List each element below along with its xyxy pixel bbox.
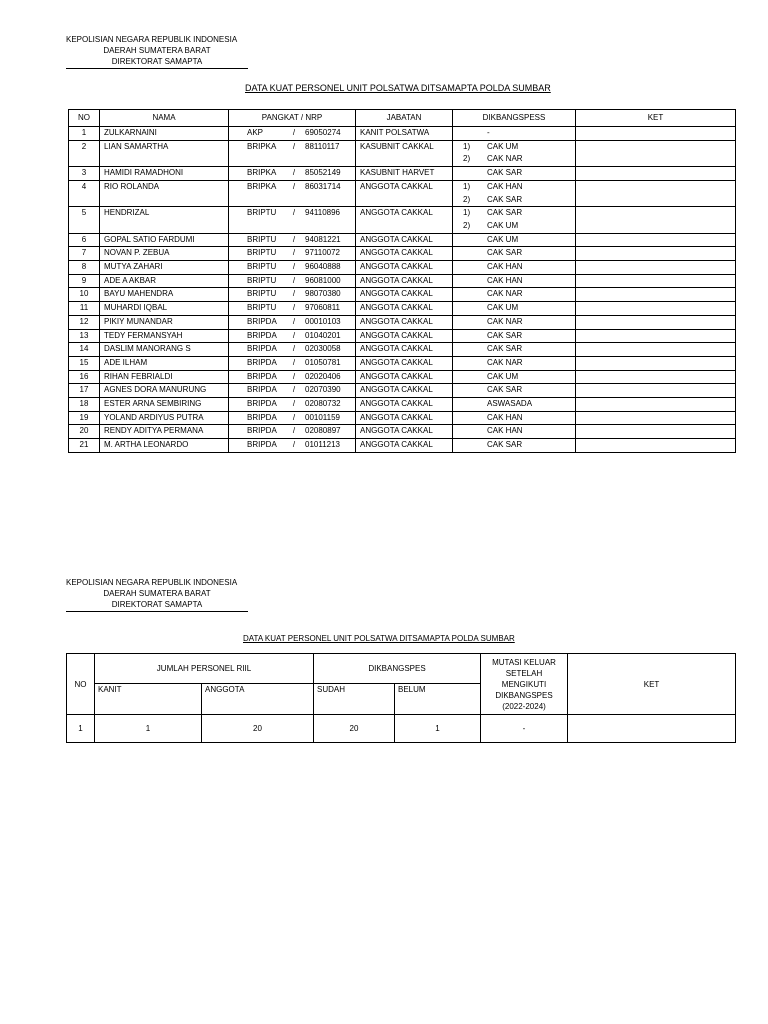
col-belum: BELUM — [395, 684, 481, 715]
col-dikbang: DIKBANGSPESS — [453, 110, 576, 127]
cell-pangkat — [229, 288, 356, 302]
cell-jabatan: ANGGOTA CAKKAL — [356, 356, 453, 370]
item-number — [463, 288, 487, 301]
item-value: CAK SAR — [487, 194, 523, 204]
cell-nama: ADE A AKBAR — [100, 274, 229, 288]
nrp: 94110896 — [305, 208, 340, 218]
cell-kanit: 1 — [95, 715, 202, 743]
rank: BRIPDA — [247, 344, 277, 354]
rank: BRIPTU — [247, 303, 277, 313]
cell-pangkat — [229, 315, 356, 329]
cell-dikbang — [453, 302, 576, 316]
nrp: 02020406 — [305, 371, 341, 381]
slash: / — [292, 412, 296, 422]
item-value: CAK UM — [487, 234, 519, 244]
cell-nama: PIKIY MUNANDAR — [100, 315, 229, 329]
item-number — [463, 439, 487, 452]
cell-nama: DASLIM MANORANG S — [100, 343, 229, 357]
cell-pangkat — [229, 425, 356, 439]
cell-no: 14 — [69, 343, 100, 357]
item-number — [463, 371, 487, 384]
cell-sudah: 20 — [314, 715, 395, 743]
cell-dikbang — [453, 425, 576, 439]
cell-ket — [576, 233, 736, 247]
nrp: 96040888 — [305, 262, 341, 272]
region-name: DAERAH SUMATERA BARAT — [103, 46, 211, 55]
item-number — [463, 343, 487, 356]
region-name: DAERAH SUMATERA BARAT — [103, 589, 211, 598]
cell-ket — [576, 288, 736, 302]
letterhead-2 — [66, 577, 248, 612]
cell-dikbang — [453, 329, 576, 343]
cell-dikbang — [453, 207, 576, 233]
item-number — [463, 412, 487, 425]
cell-ket — [576, 302, 736, 316]
item-number — [463, 275, 487, 288]
rank: BRIPKA — [247, 181, 277, 191]
summary-table — [66, 653, 736, 743]
item-value: ASWASADA — [487, 399, 533, 409]
slash: / — [292, 426, 296, 436]
cell-ket — [576, 329, 736, 343]
nrp: 86031714 — [305, 181, 341, 191]
slash: / — [292, 357, 296, 367]
cell-pangkat — [229, 261, 356, 275]
cell-ket — [576, 247, 736, 261]
cell-jabatan: ANGGOTA CAKKAL — [356, 180, 453, 206]
item-value: CAK SAR — [487, 208, 523, 218]
cell-no: 7 — [69, 247, 100, 261]
personnel-table — [68, 109, 736, 453]
cell-ket — [576, 356, 736, 370]
table-row — [69, 233, 736, 247]
slash: / — [292, 275, 296, 285]
item-value: CAK HAN — [487, 275, 523, 285]
nrp: 01011213 — [305, 440, 340, 450]
slash: / — [292, 208, 296, 218]
cell-ket — [576, 370, 736, 384]
item-number — [463, 234, 487, 247]
nrp: 01040201 — [305, 330, 341, 340]
cell-nama: TEDY FERMANSYAH — [100, 329, 229, 343]
cell-no: 5 — [69, 207, 100, 233]
slash: / — [292, 371, 296, 381]
rank: BRIPTU — [247, 248, 277, 258]
rank: BRIPKA — [247, 141, 277, 151]
rank: BRIPKA — [247, 168, 277, 178]
cell-dikbang — [453, 180, 576, 206]
cell-pangkat — [229, 180, 356, 206]
cell-ket — [576, 274, 736, 288]
col-no: NO — [67, 654, 95, 715]
cell-pangkat — [229, 274, 356, 288]
col-ket: KET — [576, 110, 736, 127]
cell-ket — [576, 207, 736, 233]
slash: / — [292, 330, 296, 340]
cell-anggota: 20 — [202, 715, 314, 743]
item-value: CAK NAR — [487, 316, 523, 326]
cell-dikbang — [453, 247, 576, 261]
cell-no: 3 — [69, 167, 100, 181]
cell-dikbang — [453, 127, 576, 141]
cell-nama: ADE ILHAM — [100, 356, 229, 370]
rank: BRIPTU — [247, 289, 277, 299]
table-row — [69, 288, 736, 302]
rank: BRIPDA — [247, 385, 277, 395]
cell-dikbang — [453, 439, 576, 453]
cell-jabatan: ANGGOTA CAKKAL — [356, 315, 453, 329]
letterhead-rule — [66, 610, 248, 612]
cell-jabatan: ANGGOTA CAKKAL — [356, 384, 453, 398]
slash: / — [292, 168, 296, 178]
item-value: CAK HAN — [487, 181, 523, 191]
nrp: 02080897 — [305, 426, 341, 436]
cell-nama: LIAN SAMARTHA — [100, 140, 229, 166]
cell-nama: MUHARDI IQBAL — [100, 302, 229, 316]
cell-pangkat — [229, 398, 356, 412]
cell-dikbang — [453, 356, 576, 370]
table-row — [69, 140, 736, 166]
cell-ket — [576, 180, 736, 206]
cell-no: 8 — [69, 261, 100, 275]
summary-data-row — [67, 715, 736, 743]
nrp: 94081221 — [305, 234, 341, 244]
cell-belum: 1 — [395, 715, 481, 743]
item-number — [463, 398, 487, 411]
cell-nama: HAMIDI RAMADHONI — [100, 167, 229, 181]
rank: BRIPDA — [247, 330, 277, 340]
col-sudah: SUDAH — [314, 684, 395, 715]
cell-no: 9 — [69, 274, 100, 288]
cell-dikbang — [453, 384, 576, 398]
cell-jabatan: ANGGOTA CAKKAL — [356, 288, 453, 302]
cell-no: 2 — [69, 140, 100, 166]
nrp: 02080732 — [305, 399, 341, 409]
item-number — [463, 127, 487, 140]
cell-jabatan: ANGGOTA CAKKAL — [356, 302, 453, 316]
rank: BRIPDA — [247, 316, 277, 326]
cell-pangkat — [229, 384, 356, 398]
cell-jabatan: ANGGOTA CAKKAL — [356, 439, 453, 453]
letterhead-1 — [66, 34, 248, 69]
table-row — [69, 329, 736, 343]
rank: BRIPTU — [247, 234, 277, 244]
cell-nama: GOPAL SATIO FARDUMI — [100, 233, 229, 247]
cell-no: 6 — [69, 233, 100, 247]
cell-dikbang — [453, 343, 576, 357]
slash: / — [292, 234, 296, 244]
nrp: 01050781 — [305, 357, 341, 367]
cell-ket — [576, 398, 736, 412]
cell-jabatan: ANGGOTA CAKKAL — [356, 207, 453, 233]
slash: / — [292, 316, 296, 326]
item-number — [463, 261, 487, 274]
item-value: CAK HAN — [487, 412, 523, 422]
rank: AKP — [247, 128, 264, 137]
table-row — [69, 398, 736, 412]
item-number: 1) — [463, 181, 471, 191]
cell-no: 18 — [69, 398, 100, 412]
cell-nama: M. ARTHA LEONARDO — [100, 439, 229, 453]
letterhead-rule — [66, 67, 248, 69]
rank: BRIPDA — [247, 440, 277, 450]
item-number — [463, 330, 487, 343]
item-number — [463, 384, 487, 397]
nrp: 88110117 — [305, 141, 340, 151]
item-value: CAK HAN — [487, 426, 523, 436]
nrp: 85052149 — [305, 168, 341, 178]
col-mutasi: MUTASI KELUAR SETELAH MENGIKUTI DIKBANGSPES (2022-2024) — [481, 654, 568, 715]
table-row — [69, 384, 736, 398]
item-value: CAK SAR — [487, 248, 523, 258]
item-value: CAK UM — [487, 141, 519, 151]
cell-pangkat — [229, 247, 356, 261]
item-value: CAK UM — [487, 220, 519, 230]
nrp: 02070390 — [305, 385, 341, 395]
cell-dikbang — [453, 167, 576, 181]
item-number: 2) — [463, 194, 471, 204]
item-value: CAK SAR — [487, 168, 523, 178]
cell-ket — [576, 127, 736, 141]
item-number: 1) — [463, 141, 471, 151]
cell-dikbang — [453, 398, 576, 412]
table-row — [69, 180, 736, 206]
col-dikbang: DIKBANGSPES — [314, 654, 481, 684]
cell-no: 16 — [69, 370, 100, 384]
cell-no: 11 — [69, 302, 100, 316]
cell-pangkat — [229, 329, 356, 343]
nrp: 97060811 — [305, 303, 340, 313]
item-value: CAK NAR — [487, 289, 523, 299]
cell-nama: ZULKARNAINI — [100, 127, 229, 141]
cell-nama: ESTER ARNA SEMBIRING — [100, 398, 229, 412]
cell-jabatan: ANGGOTA CAKKAL — [356, 274, 453, 288]
cell-pangkat — [229, 140, 356, 166]
cell-ket — [576, 384, 736, 398]
cell-no: 15 — [69, 356, 100, 370]
cell-dikbang — [453, 261, 576, 275]
cell-jabatan: ANGGOTA CAKKAL — [356, 343, 453, 357]
cell-nama: YOLAND ARDIYUS PUTRA — [100, 411, 229, 425]
cell-dikbang — [453, 288, 576, 302]
cell-pangkat — [229, 167, 356, 181]
cell-nama: HENDRIZAL — [100, 207, 229, 233]
nrp: 00010103 — [305, 316, 341, 326]
cell-ket — [576, 315, 736, 329]
cell-pangkat — [229, 207, 356, 233]
rank: BRIPDA — [247, 357, 277, 367]
cell-nama: AGNES DORA MANURUNG — [100, 384, 229, 398]
col-anggota: ANGGOTA — [202, 684, 314, 715]
cell-pangkat — [229, 370, 356, 384]
summary-header-row — [67, 654, 736, 684]
cell-no: 19 — [69, 411, 100, 425]
item-value: CAK NAR — [487, 154, 523, 164]
doc-title-2: DATA KUAT PERSONEL UNIT POLSATWA DITSAMAPTA POLDA SUMBAR — [243, 634, 515, 643]
slash: / — [292, 440, 296, 450]
rank: BRIPDA — [247, 371, 277, 381]
org-name: KEPOLISIAN NEGARA REPUBLIK INDONESIA — [66, 35, 238, 44]
cell-ket — [568, 715, 736, 743]
table-row — [69, 207, 736, 233]
item-value: CAK HAN — [487, 262, 523, 272]
item-value: CAK UM — [487, 303, 519, 313]
item-value: - — [487, 128, 490, 137]
cell-dikbang — [453, 370, 576, 384]
table-row — [69, 425, 736, 439]
cell-pangkat — [229, 127, 356, 141]
slash: / — [292, 248, 296, 258]
cell-dikbang — [453, 411, 576, 425]
cell-nama: NOVAN P. ZEBUA — [100, 247, 229, 261]
directorate-name: DIREKTORAT SAMAPTA — [111, 600, 203, 609]
item-value: CAK SAR — [487, 440, 523, 450]
org-name: KEPOLISIAN NEGARA REPUBLIK INDONESIA — [66, 578, 238, 587]
cell-jabatan: ANGGOTA CAKKAL — [356, 233, 453, 247]
cell-ket — [576, 411, 736, 425]
cell-no: 12 — [69, 315, 100, 329]
cell-dikbang — [453, 140, 576, 166]
table-row — [69, 343, 736, 357]
cell-mutasi: - — [481, 715, 568, 743]
slash: / — [292, 128, 296, 137]
table-row — [69, 127, 736, 141]
cell-no: 4 — [69, 180, 100, 206]
item-number — [463, 302, 487, 315]
cell-pangkat — [229, 411, 356, 425]
cell-nama: MUTYA ZAHARI — [100, 261, 229, 275]
table-row — [69, 315, 736, 329]
slash: / — [292, 141, 296, 151]
item-number — [463, 247, 487, 260]
cell-dikbang — [453, 315, 576, 329]
cell-jabatan: ANGGOTA CAKKAL — [356, 398, 453, 412]
item-number: 2) — [463, 154, 471, 164]
table-row — [69, 411, 736, 425]
nrp: 98070380 — [305, 289, 341, 299]
item-number — [463, 167, 487, 180]
cell-ket — [576, 439, 736, 453]
rank: BRIPTU — [247, 275, 277, 285]
col-jabatan: JABATAN — [356, 110, 453, 127]
rank: BRIPDA — [247, 412, 277, 422]
cell-no: 10 — [69, 288, 100, 302]
cell-ket — [576, 343, 736, 357]
table-row — [69, 356, 736, 370]
nrp: 96081000 — [305, 275, 341, 285]
cell-ket — [576, 425, 736, 439]
rank: BRIPTU — [247, 208, 277, 218]
cell-pangkat — [229, 439, 356, 453]
nrp: 97110072 — [305, 248, 340, 258]
cell-dikbang — [453, 233, 576, 247]
cell-dikbang — [453, 274, 576, 288]
slash: / — [292, 344, 296, 354]
cell-pangkat — [229, 302, 356, 316]
col-ket: KET — [568, 654, 736, 715]
table-row — [69, 274, 736, 288]
table-row — [69, 167, 736, 181]
col-pangkat: PANGKAT / NRP — [229, 110, 356, 127]
item-number: 2) — [463, 220, 471, 230]
doc-title-1: DATA KUAT PERSONEL UNIT POLSATWA DITSAMAPTA POLDA SUMBAR — [245, 83, 551, 93]
col-jumlah: JUMLAH PERSONEL RIIL — [95, 654, 314, 684]
nrp: 02030058 — [305, 344, 341, 354]
cell-nama: RENDY ADITYA PERMANA — [100, 425, 229, 439]
cell-ket — [576, 140, 736, 166]
cell-no: 1 — [67, 715, 95, 743]
item-number: 1) — [463, 208, 471, 218]
cell-no: 20 — [69, 425, 100, 439]
cell-jabatan: ANGGOTA CAKKAL — [356, 329, 453, 343]
slash: / — [292, 262, 296, 272]
item-value: CAK NAR — [487, 357, 523, 367]
item-number — [463, 425, 487, 438]
cell-jabatan: ANGGOTA CAKKAL — [356, 261, 453, 275]
cell-jabatan: ANGGOTA CAKKAL — [356, 370, 453, 384]
cell-jabatan: ANGGOTA CAKKAL — [356, 425, 453, 439]
rank: BRIPTU — [247, 262, 277, 272]
directorate-name: DIREKTORAT SAMAPTA — [111, 57, 203, 66]
cell-pangkat — [229, 233, 356, 247]
cell-no: 17 — [69, 384, 100, 398]
item-number — [463, 357, 487, 370]
cell-no: 13 — [69, 329, 100, 343]
table-row — [69, 247, 736, 261]
cell-no: 21 — [69, 439, 100, 453]
cell-no: 1 — [69, 127, 100, 141]
item-number — [463, 316, 487, 329]
col-kanit: KANIT — [95, 684, 202, 715]
cell-ket — [576, 261, 736, 275]
cell-ket — [576, 167, 736, 181]
cell-nama: RIHAN FEBRIALDI — [100, 370, 229, 384]
cell-jabatan: ANGGOTA CAKKAL — [356, 411, 453, 425]
cell-jabatan: KASUBNIT CAKKAL — [356, 140, 453, 166]
cell-pangkat — [229, 343, 356, 357]
table-row — [69, 370, 736, 384]
slash: / — [292, 303, 296, 313]
nrp: 69050274 — [305, 128, 341, 137]
table-header-row — [69, 110, 736, 127]
slash: / — [292, 181, 296, 191]
col-nama: NAMA — [100, 110, 229, 127]
item-value: CAK SAR — [487, 385, 523, 395]
table-row — [69, 302, 736, 316]
rank: BRIPDA — [247, 399, 277, 409]
cell-jabatan: ANGGOTA CAKKAL — [356, 247, 453, 261]
cell-jabatan: KASUBNIT HARVET — [356, 167, 453, 181]
slash: / — [292, 289, 296, 299]
rank: BRIPDA — [247, 426, 277, 436]
nrp: 00101159 — [305, 412, 340, 422]
item-value: CAK SAR — [487, 344, 523, 354]
table-row — [69, 439, 736, 453]
cell-nama: RIO ROLANDA — [100, 180, 229, 206]
slash: / — [292, 399, 296, 409]
col-no: NO — [69, 110, 100, 127]
table-row — [69, 261, 736, 275]
cell-nama: BAYU MAHENDRA — [100, 288, 229, 302]
cell-jabatan: KANIT POLSATWA — [356, 127, 453, 141]
cell-pangkat — [229, 356, 356, 370]
item-value: CAK SAR — [487, 330, 523, 340]
slash: / — [292, 385, 296, 395]
item-value: CAK UM — [487, 371, 519, 381]
